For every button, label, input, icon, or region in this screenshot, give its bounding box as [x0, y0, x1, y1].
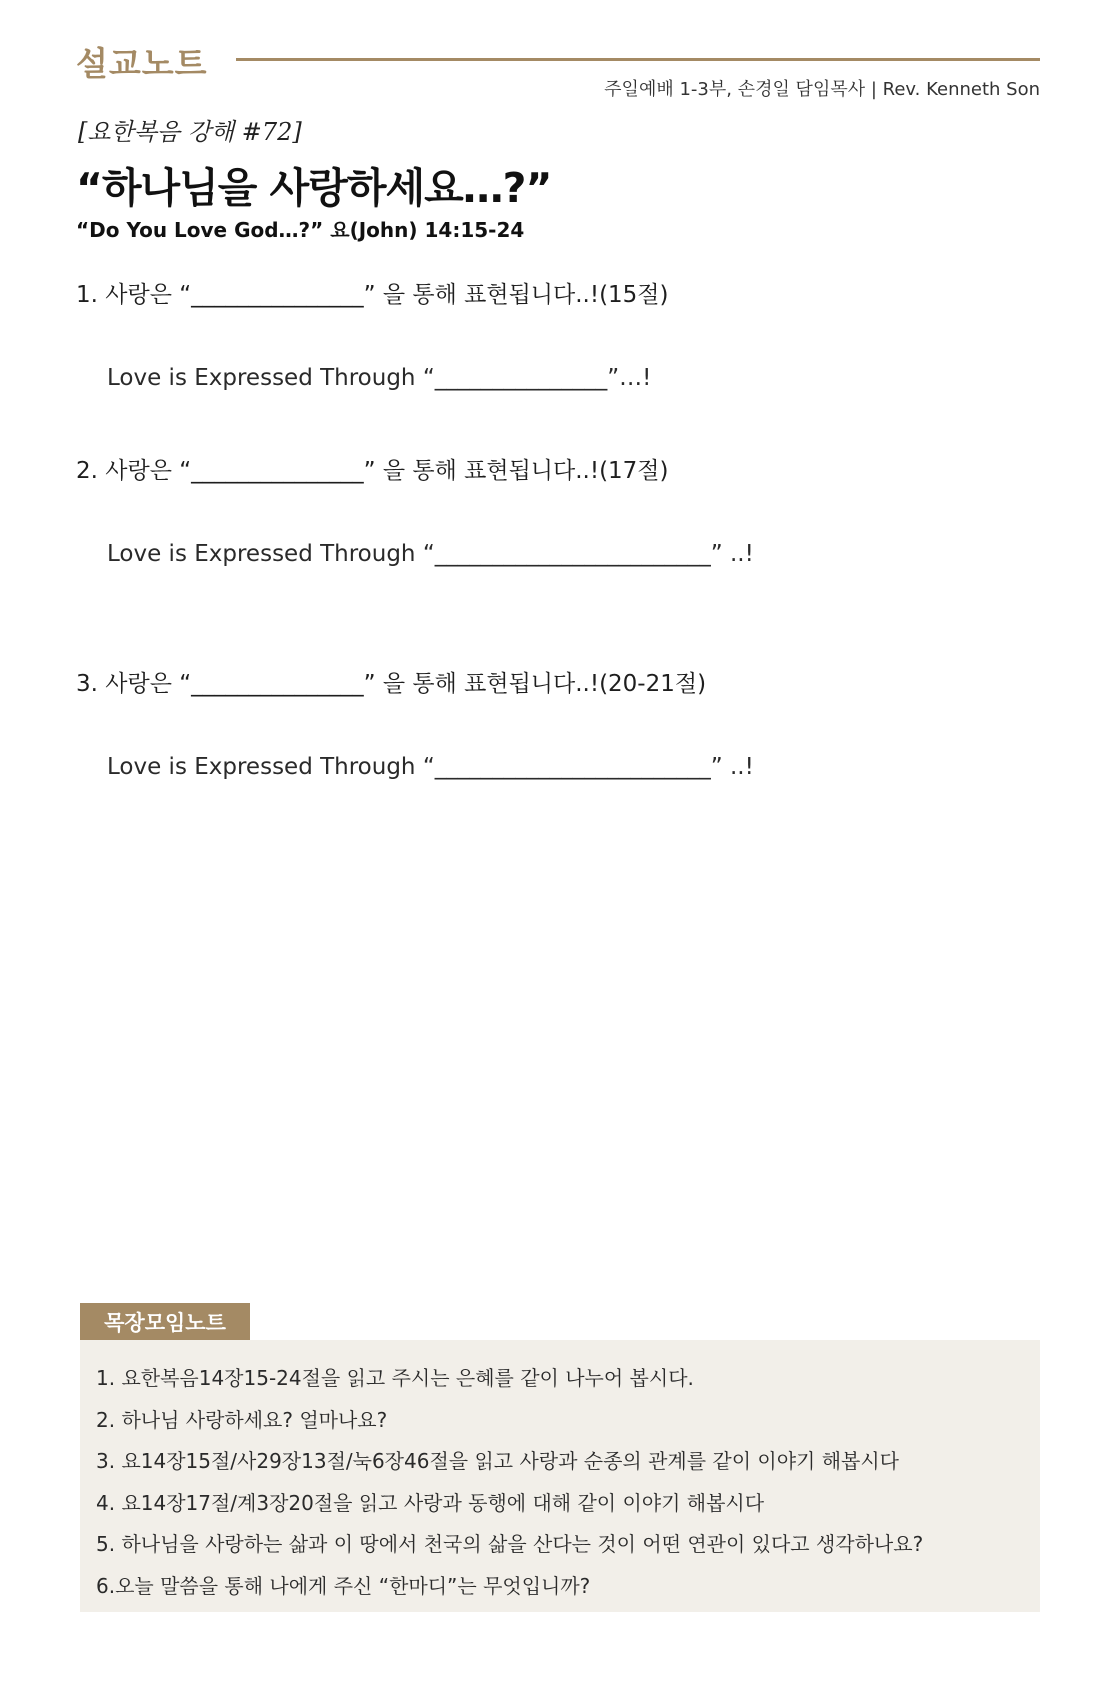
- header-rule: [236, 58, 1040, 61]
- cell-group-questions: [96, 1358, 923, 1607]
- question-1: 1. 요한복음14장15-24절을 읽고 주시는 은혜를 같이 나누어 봅시다.: [96, 1366, 694, 1390]
- sermon-title: “하나님을 사랑하세요…?”: [76, 164, 552, 212]
- header-meta: 주일예배 1-3부, 손경일 담임목사 | Rev. Kenneth Son: [604, 79, 1040, 100]
- question-6: 6.오늘 말씀을 통해 나에게 주신 “한마디”는 무엇입니까?: [96, 1573, 591, 1598]
- question-5: 5. 하나님을 사랑하는 삶과 이 땅에서 천국의 삶을 산다는 것이 어떤 연관이 있다고 생각하나요?: [96, 1532, 924, 1556]
- question-4: 4. 요14장17절/계3장20절을 읽고 사랑과 동행에 대해 같이 이야기 해봅시다: [96, 1490, 765, 1515]
- point-3-korean: 3. 사랑은 “_______________” 을 통해 표현됩니다..!(20-21절): [76, 671, 707, 697]
- cell-group-label: 목장모임노트: [80, 1303, 250, 1340]
- point-1-korean: 1. 사랑은 “_______________” 을 통해 표현됩니다..!(15절): [76, 282, 669, 308]
- cell-group-box: [80, 1340, 1040, 1612]
- question-2: 2. 하나님 사랑하세요? 얼마나요?: [96, 1407, 388, 1432]
- sermon-subtitle: “Do You Love God…?” 요(John) 14:15-24: [76, 218, 525, 242]
- point-2-korean: 2. 사랑은 “_______________” 을 통해 표현됩니다..!(17절): [76, 458, 669, 484]
- question-3: 3. 요14장15절/사29장13절/눅6장46절을 읽고 사랑과 순종의 관계를 같이 이야기 해봅시다: [96, 1449, 899, 1473]
- header-title: 설교노트: [76, 44, 208, 83]
- point-1-english: Love is Expressed Through “_______________”…!: [107, 365, 652, 391]
- point-3-english: Love is Expressed Through “________________________” ..!: [107, 754, 754, 780]
- series-tag: [요한복음 강해 #72]: [78, 118, 302, 146]
- point-2-english: Love is Expressed Through “________________________” ..!: [107, 541, 754, 567]
